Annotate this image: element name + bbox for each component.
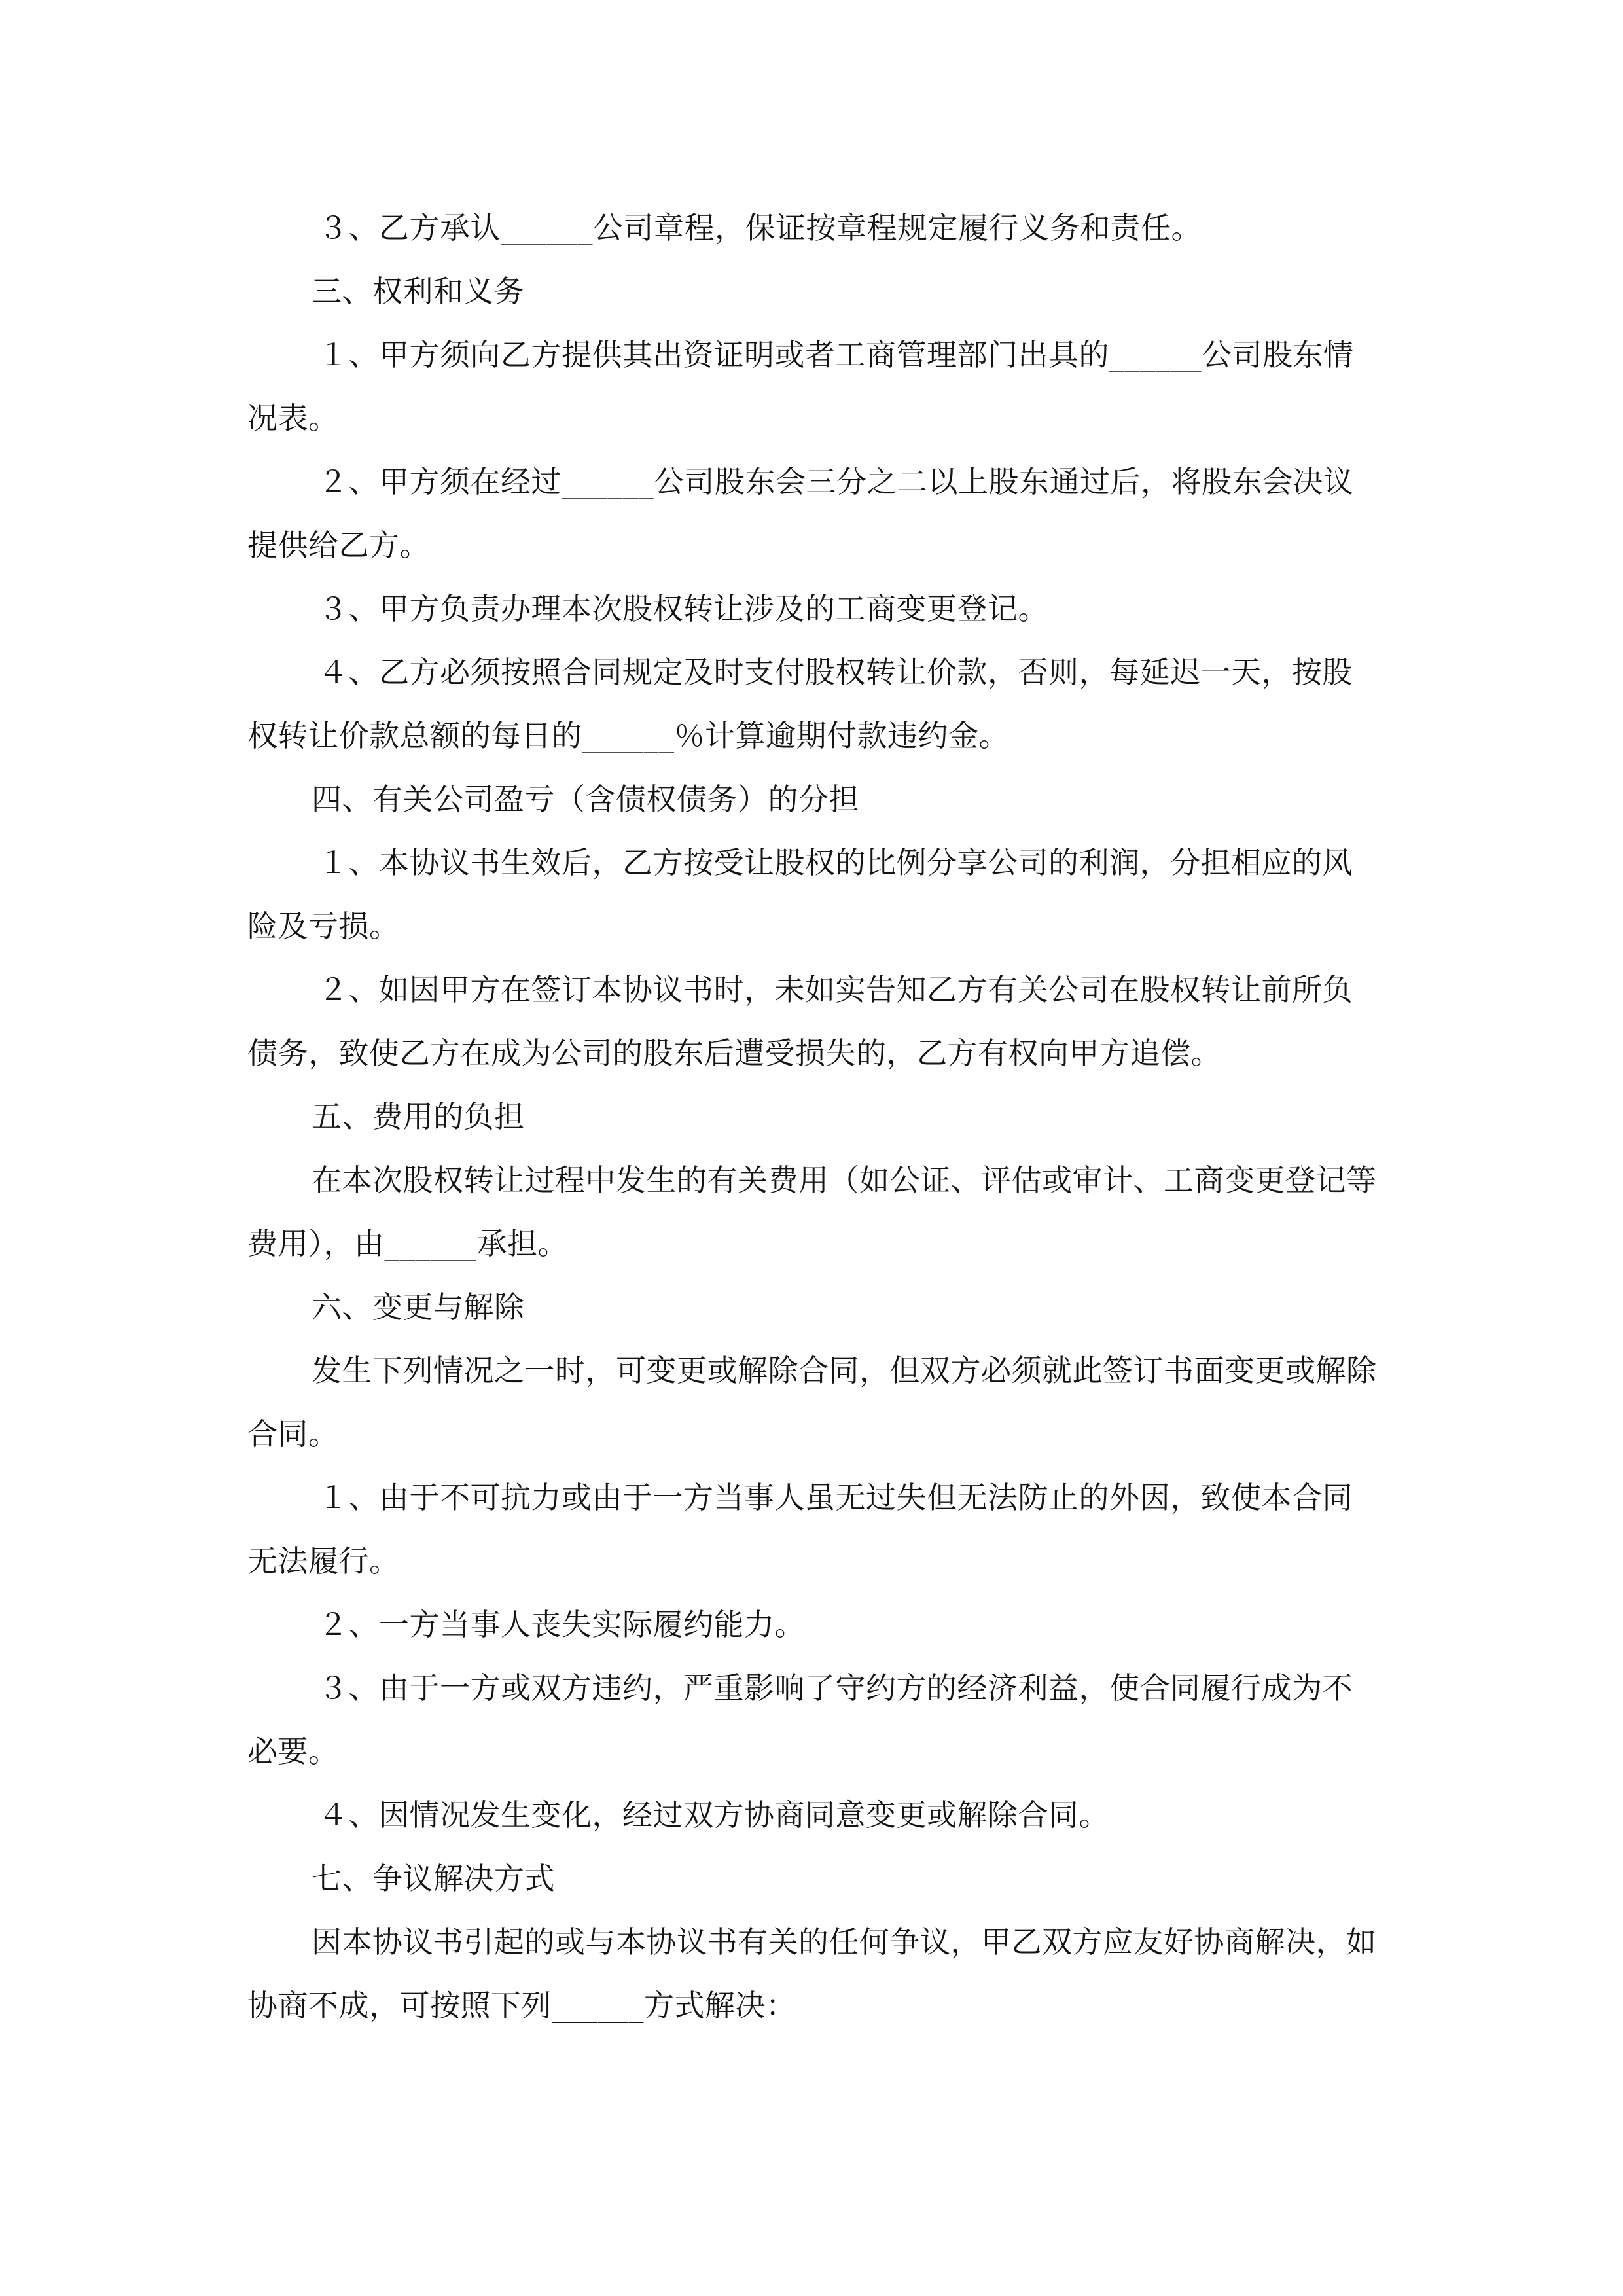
document-page (247, 196, 1380, 2037)
section-heading-rights-obligations: 三、权利和义务 (312, 274, 525, 309)
section-heading-modification: 六、变更与解除 (312, 1289, 525, 1325)
clause-2-undisclosed-debt: ２、如因甲方在签订本协议书时，未如实告知乙方有关公司在股权转让前所负债务，致使乙方在成为公司的股东后遭受损失的，乙方有权向甲方追偿。 (247, 972, 1353, 1071)
section-heading-dispute: 七、争议解决方式 (312, 1861, 555, 1896)
clause-1-profit-sharing: １、本协议书生效后，乙方按受让股权的比例分享公司的利润，分担相应的风险及亏损。 (247, 845, 1353, 944)
modification-intro: 发生下列情况之一时，可变更或解除合同，但双方必须就此签订书面变更或解除合同。 (247, 1353, 1377, 1452)
clause-4-mutual-agreement: ４、因情况发生变化，经过双方协商同意变更或解除合同。 (318, 1797, 1109, 1833)
clause-1-force-majeure: １、由于不可抗力或由于一方当事人虽无过失但无法防止的外因，致使本合同无法履行。 (247, 1480, 1353, 1579)
dispute-paragraph: 因本协议书引起的或与本协议书有关的任何争议，甲乙双方应友好协商解决，如协商不成，可按照下列______方式解决： (247, 1924, 1377, 2023)
section-heading-profit-loss: 四、有关公司盈亏（含债权债务）的分担 (312, 781, 859, 817)
clause-3-acknowledge-charter: ３、乙方承认______公司章程，保证按章程规定履行义务和责任。 (318, 210, 1202, 245)
section-heading-expenses: 五、费用的负担 (312, 1099, 525, 1134)
clause-2-shareholder-resolution: ２、甲方须在经过______公司股东会三分之二以上股东通过后，将股东会决议提供给乙方。 (247, 464, 1354, 563)
clause-1-capital-proof: １、甲方须向乙方提供其出资证明或者工商管理部门出具的______公司股东情况表。 (247, 337, 1354, 436)
expenses-paragraph: 在本次股权转让过程中发生的有关费用（如公证、评估或审计、工商变更登记等费用），由______承担。 (247, 1162, 1377, 1261)
clause-4-payment-penalty: ４、乙方必须按照合同规定及时支付股权转让价款，否则，每延迟一天，按股权转让价款总额的每日的______％计算逾期付款违约金。 (247, 655, 1353, 753)
clause-2-loss-of-capacity: ２、一方当事人丧失实际履约能力。 (318, 1607, 805, 1642)
clause-3-registration-change: ３、甲方负责办理本次股权转让涉及的工商变更登记。 (318, 591, 1048, 626)
clause-3-breach: ３、由于一方或双方违约，严重影响了守约方的经济利益，使合同履行成为不必要。 (247, 1670, 1353, 1769)
